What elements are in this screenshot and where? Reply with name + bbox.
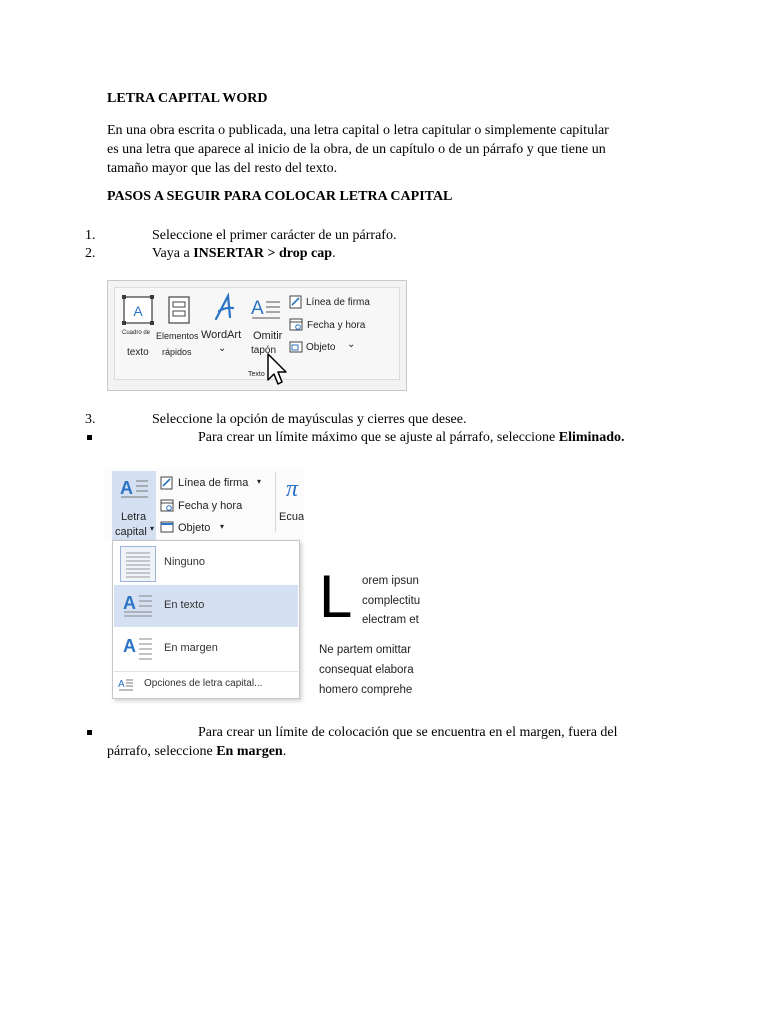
- capital-chevron-icon[interactable]: ▾: [150, 524, 155, 533]
- equation-icon[interactable]: [286, 474, 306, 502]
- text-box-icon[interactable]: [122, 295, 154, 325]
- linea-firma-label[interactable]: Línea de firma: [178, 477, 249, 489]
- sample-line-1: orem ipsun: [362, 575, 419, 587]
- signature-line-icon[interactable]: [289, 295, 303, 309]
- ribbon-rapidos-label: rápidos: [162, 347, 192, 357]
- bullet-marker: [87, 730, 92, 735]
- bullet1-text: [198, 429, 624, 447]
- sample-text-block-2: [319, 640, 427, 700]
- intro-line-3: tamaño mayor que las del resto del texto.: [107, 161, 338, 176]
- step3-text: Seleccione la opción de mayúsculas y cierres que desee.: [152, 412, 467, 427]
- letra-label[interactable]: Letra: [121, 511, 147, 523]
- svg-text:A: A: [123, 593, 136, 613]
- sample-line-6: homero comprehe: [319, 684, 413, 696]
- sample-line-4: Ne partem omittar: [319, 644, 412, 656]
- bullet2-line1: Para crear un límite de colocación que se encuentra en el margen, fuera del: [198, 725, 618, 740]
- bullet2-line2: [107, 743, 286, 761]
- ribbon-texto-label: texto: [127, 347, 149, 358]
- ribbon-linea-firma[interactable]: Línea de firma: [306, 297, 370, 308]
- ribbon-wordart-label: WordArt: [201, 329, 242, 341]
- intro-paragraph: [107, 121, 667, 178]
- dropped-cap-icon: [122, 591, 154, 621]
- step1-text: Seleccione el primer carácter de un párrafo.: [152, 228, 397, 243]
- bullet2-bold: En margen: [216, 744, 283, 759]
- bullet-marker: [87, 435, 92, 440]
- drop-cap-icon[interactable]: [119, 476, 149, 500]
- svg-text:π: π: [286, 476, 299, 502]
- drop-cap-dropdown: [112, 540, 300, 699]
- svg-text:A: A: [133, 303, 143, 319]
- step2-number: 2.: [85, 246, 96, 261]
- in-margin-cap-icon: [122, 634, 154, 664]
- sample-line-2: complectitu: [362, 594, 421, 607]
- ecuacion-label[interactable]: Ecua: [279, 511, 305, 523]
- dropdown-item-en-texto[interactable]: [114, 585, 298, 627]
- step2-suffix: .: [332, 246, 336, 261]
- signature-line-icon[interactable]: [160, 476, 174, 490]
- sample-drop-letter: L: [319, 563, 353, 630]
- svg-text:A: A: [120, 478, 133, 498]
- bullet1-prefix: Para crear un límite máximo que se ajuste al párrafo, seleccione: [198, 430, 559, 445]
- bullet2-prefix: párrafo, seleccione: [107, 744, 217, 759]
- dropdown-item-ninguno[interactable]: [114, 542, 298, 584]
- intro-line-1: En una obra escrita o publicada, una letra capital o letra capitular o simplemente capitular: [107, 123, 609, 138]
- doc-title: LETRA CAPITAL WORD: [107, 91, 268, 106]
- mouse-pointer-icon: [266, 352, 292, 388]
- svg-text:A: A: [118, 679, 125, 690]
- object-icon[interactable]: [160, 520, 174, 534]
- capital-label[interactable]: capital: [115, 526, 147, 538]
- intro-line-2: es una letra que aparece al inicio de la obra, de un capítulo o de un párrafo y que tiene un: [107, 142, 606, 157]
- step2-insertar: INSERTAR >: [193, 246, 276, 261]
- fecha-hora-label[interactable]: Fecha y hora: [178, 500, 243, 512]
- objeto-chevron-icon[interactable]: ▾: [220, 522, 225, 531]
- wordart-icon[interactable]: [212, 293, 236, 323]
- svg-text:A: A: [123, 636, 136, 656]
- sample-text-block: [362, 572, 428, 631]
- ribbon-divider: [275, 472, 276, 532]
- ribbon-objeto-chevron[interactable]: ⌄: [347, 339, 356, 350]
- bullet2-suffix: .: [282, 744, 287, 759]
- drop-cap-options-icon: [118, 677, 134, 691]
- steps-heading: PASOS A SEGUIR PARA COLOCAR LETRA CAPITAL: [107, 189, 453, 204]
- calendar-icon[interactable]: [289, 317, 303, 331]
- ribbon-wordart-chevron[interactable]: ⌄: [218, 343, 227, 354]
- step3-number: 3.: [85, 412, 96, 427]
- calendar-icon[interactable]: [160, 498, 174, 512]
- ribbon-tapon-label: tapón: [251, 345, 277, 356]
- dropdown-footer-label: Opciones de letra capital...: [144, 678, 263, 689]
- ribbon-fecha-hora[interactable]: Fecha y hora: [307, 320, 366, 331]
- step2-prefix: Vaya a: [152, 246, 194, 261]
- dropdown-options-link[interactable]: [114, 671, 298, 698]
- ribbon-group-label: Texto: [248, 371, 265, 378]
- step1-number: 1.: [85, 228, 96, 243]
- dropdown-item-en-margen[interactable]: [114, 628, 298, 670]
- ribbon-elementos-label: Elementos: [156, 331, 199, 341]
- quick-parts-icon[interactable]: [168, 296, 190, 324]
- dropdown-label-en-texto: En texto: [164, 599, 205, 611]
- step2-text: [152, 245, 336, 263]
- ribbon-omitir-label: Omitir: [253, 330, 283, 342]
- linea-firma-chevron-icon[interactable]: ▾: [257, 477, 262, 486]
- no-drop-cap-icon: [120, 546, 156, 582]
- dropdown-label-en-margen: En margen: [164, 642, 218, 654]
- objeto-label[interactable]: Objeto: [178, 522, 211, 534]
- sample-line-3: electram et: [362, 614, 419, 626]
- ribbon-cuadro-label: Cuadro de: [122, 330, 151, 336]
- ribbon-objeto[interactable]: Objeto: [306, 342, 336, 353]
- bullet1-bold: Eliminado.: [558, 430, 625, 445]
- svg-text:A: A: [251, 298, 264, 319]
- step2-dropcap: drop cap: [279, 246, 333, 261]
- dropdown-label-ninguno: Ninguno: [164, 556, 205, 568]
- sample-line-5: consequat elabora: [319, 664, 414, 676]
- drop-cap-icon[interactable]: [250, 294, 282, 322]
